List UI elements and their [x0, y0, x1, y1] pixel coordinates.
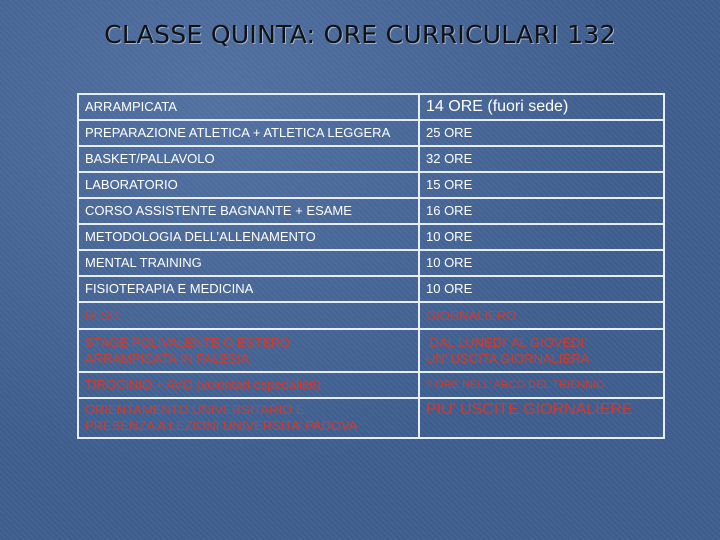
table-row [78, 94, 664, 120]
hours-cell: ? ORE NELL’ ARCO DEL TRIENNIO [419, 372, 664, 398]
activity-line: ORIENTAMENTO UNIVERSITARIO E [85, 402, 305, 417]
activity-line: PRESENZA A LEZIONI UNIVERSITA’ PADOVA [85, 418, 358, 433]
table-row [78, 120, 664, 146]
hours-cell: 32 ORE [419, 146, 664, 172]
activity-line: STAGE POLIVALENTE O ESTERO [85, 334, 291, 350]
table-row [78, 329, 664, 372]
activity-cell [78, 329, 419, 372]
table-row [78, 146, 664, 172]
hours-cell: 15 ORE [419, 172, 664, 198]
hours-cell: 10 ORE [419, 250, 664, 276]
hours-cell: 14 ORE (fuori sede) [419, 94, 664, 120]
activity-cell: CORSO ASSISTENTE BAGNANTE + ESAME [78, 198, 419, 224]
hours-cell: 10 ORE [419, 276, 664, 302]
hours-cell: PIU’ USCITE GIORNALIERE [419, 398, 664, 438]
table-row [78, 198, 664, 224]
activity-line: ARRAMPICATA IN FALESIA [85, 350, 250, 366]
activity-cell: METODOLOGIA DELL’ALLENAMENTO [78, 224, 419, 250]
table-row [78, 302, 664, 329]
activity-cell: ARRAMPICATA [78, 94, 419, 120]
table-row [78, 250, 664, 276]
activity-cell: TIROCINIO + AVO (volontari ospedalieri) [78, 372, 419, 398]
hours-line: UN’ USCITA GIORNALIERA [426, 350, 590, 366]
activity-cell: LABORATORIO [78, 172, 419, 198]
page-title: CLASSE QUINTA: ORE CURRICULARI 132 [104, 20, 616, 49]
hours-cell: 25 ORE [419, 120, 664, 146]
hours-cell: 16 ORE [419, 198, 664, 224]
hours-cell [419, 329, 664, 372]
activity-cell: FISIOTERAPIA E MEDICINA [78, 276, 419, 302]
activity-cell: MENTAL TRAINING [78, 250, 419, 276]
table-row [78, 276, 664, 302]
hours-table [77, 93, 665, 439]
activity-cell [78, 398, 419, 438]
table-row [78, 172, 664, 198]
activity-cell: PREPARAZIONE ATLETICA + ATLETICA LEGGERA [78, 120, 419, 146]
hours-cell: GIORNALIERO [419, 302, 664, 329]
table-row [78, 372, 664, 398]
hours-line: DAL LUNEDI’ AL GIOVEDI’ [426, 334, 588, 350]
hours-cell: 10 ORE [419, 224, 664, 250]
table-row [78, 398, 664, 438]
activity-cell: BASKET/PALLAVOLO [78, 146, 419, 172]
activity-cell: BLSD [78, 302, 419, 329]
table-row [78, 224, 664, 250]
